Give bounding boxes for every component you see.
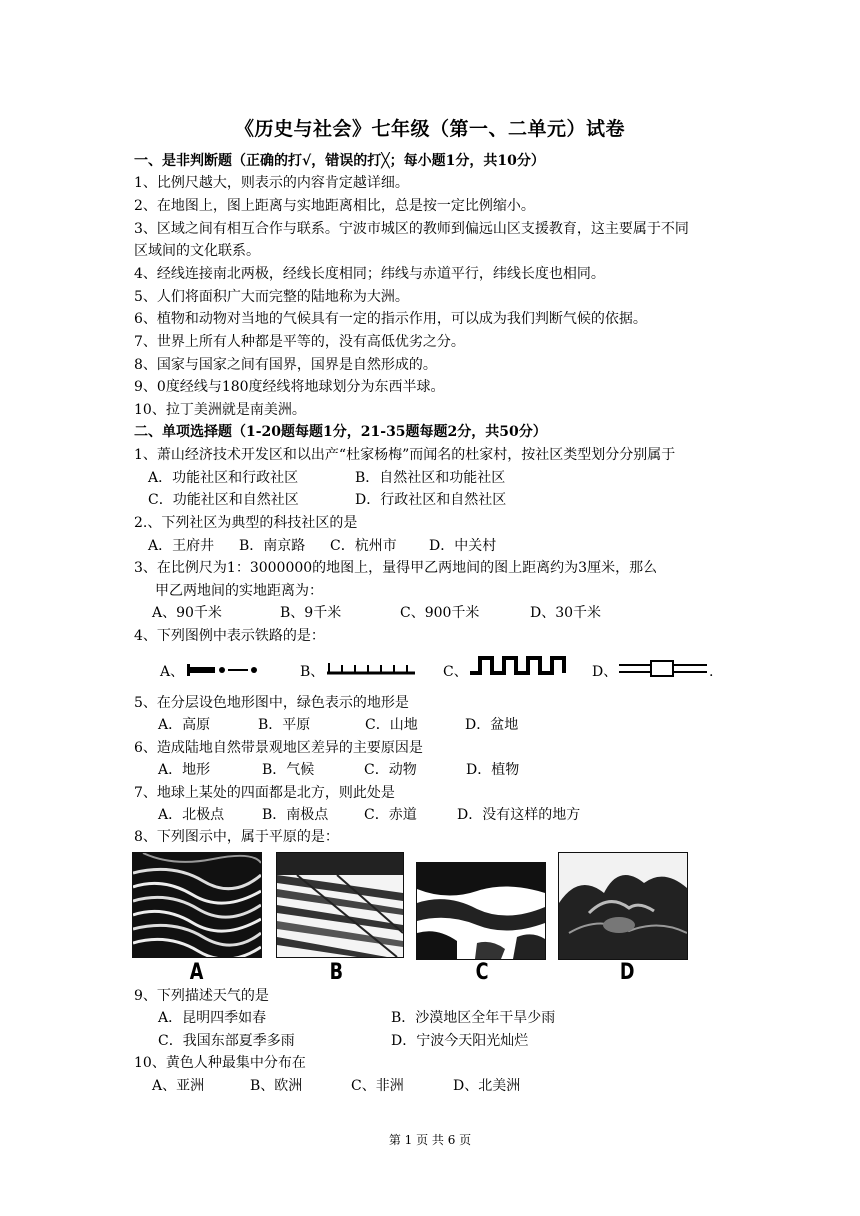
photo-label-c: C xyxy=(475,960,489,985)
question-stem-cont: 甲乙两地间的实地距离为： xyxy=(155,583,323,599)
legend-symbol-b-icon xyxy=(325,658,420,678)
option-d: D．植物 xyxy=(466,762,520,778)
option-b: B、 xyxy=(300,664,325,680)
option-b: B、9千米 xyxy=(280,605,342,621)
page-footer: 第 1 页 共 6 页 xyxy=(388,1133,472,1147)
option-c: C．杭州市 xyxy=(330,538,397,554)
legend-symbol-c-icon xyxy=(468,653,570,679)
option-c: C．功能社区和自然社区 xyxy=(148,492,299,508)
tf-item: 5、人们将面积广大而完整的陆地称为大洲。 xyxy=(134,289,409,305)
option-a: A．昆明四季如春 xyxy=(158,1010,267,1026)
question-stem: 6、造成陆地自然带景观地区差异的主要原因是 xyxy=(134,740,423,756)
option-d: D、北美洲 xyxy=(453,1078,521,1094)
photo-label-d: D xyxy=(619,960,635,985)
trailing-dot: . xyxy=(709,664,714,680)
option-b: B．气候 xyxy=(262,762,315,778)
legend-symbol-a-icon xyxy=(185,660,275,680)
tf-item: 2、在地图上，图上距离与实地距离相比，总是按一定比例缩小。 xyxy=(134,198,535,214)
section1-heading: 一、是非判断题（正确的打√，错误的打╳；每小题1分，共10分） xyxy=(134,153,545,169)
tf-item: 8、国家与国家之间有国界，国界是自然形成的。 xyxy=(134,357,437,373)
tf-item: 10、拉丁美洲就是南美洲。 xyxy=(134,402,306,418)
option-a: A．功能社区和行政社区 xyxy=(148,470,299,486)
tf-item: 6、植物和动物对当地的气候具有一定的指示作用，可以成为我们判断气候的依据。 xyxy=(134,311,647,327)
option-b: B、欧洲 xyxy=(250,1078,303,1094)
option-d: D、 xyxy=(592,664,618,680)
question-stem: 5、在分层设色地形图中，绿色表示的地形是 xyxy=(134,695,409,711)
question-stem: 7、地球上某处的四面都是北方，则此处是 xyxy=(134,785,395,801)
legend-symbol-d-icon xyxy=(617,658,714,680)
question-stem: 8、下列图示中，属于平原的是： xyxy=(134,829,339,845)
river-valley-photo xyxy=(416,862,546,960)
photo-label-b: B xyxy=(329,960,344,985)
option-d: D．宁波今天阳光灿烂 xyxy=(391,1033,529,1049)
option-c: C．山地 xyxy=(365,717,418,733)
option-d: D．行政社区和自然社区 xyxy=(355,492,507,508)
option-c: C．动物 xyxy=(364,762,417,778)
mountain-photo xyxy=(558,852,688,960)
question-stem: 1、萧山经济技术开发区和以出产“杜家杨梅”而闻名的杜家村，按社区类型划分分别属于 xyxy=(134,447,676,463)
question-stem: 4、下列图例中表示铁路的是： xyxy=(134,628,325,644)
question-stem: 9、下列描述天气的是 xyxy=(134,988,269,1004)
question-stem: 10、黄色人种最集中分布在 xyxy=(134,1055,306,1071)
terraced-fields-photo xyxy=(132,852,262,958)
option-d: D、30千米 xyxy=(530,605,602,621)
tf-item: 区域间的文化联系。 xyxy=(134,243,260,259)
option-a: A、 xyxy=(160,664,185,680)
plain-fields-photo xyxy=(276,852,404,958)
tf-item: 1、比例尺越大，则表示的内容肯定越详细。 xyxy=(134,175,409,191)
option-d: D．盆地 xyxy=(465,717,519,733)
option-a: A．地形 xyxy=(158,762,211,778)
option-d: D．中关村 xyxy=(429,538,497,554)
photo-label-a: A xyxy=(189,960,204,985)
option-c: C．我国东部夏季多雨 xyxy=(158,1033,295,1049)
option-b: B．沙漠地区全年干旱少雨 xyxy=(391,1010,556,1026)
option-a: A、90千米 xyxy=(152,605,222,621)
option-b: B．自然社区和功能社区 xyxy=(355,470,506,486)
tf-item: 9、0度经线与180度经线将地球划分为东西半球。 xyxy=(134,379,445,395)
option-d: D．没有这样的地方 xyxy=(457,807,581,823)
question-stem: 2.、下列社区为典型的科技社区的是 xyxy=(134,515,358,531)
option-b: B．平原 xyxy=(258,717,311,733)
option-b: B．南京路 xyxy=(239,538,306,554)
option-c: C．赤道 xyxy=(364,807,417,823)
question-stem: 3、在比例尺为1：3000000的地图上，量得甲乙两地间的图上距离约为3厘米，那么 xyxy=(134,560,658,576)
option-a: A．王府井 xyxy=(148,538,215,554)
option-a: A、亚洲 xyxy=(152,1078,205,1094)
option-c: C、非洲 xyxy=(351,1078,404,1094)
option-c: C、900千米 xyxy=(400,605,480,621)
option-c: C、 xyxy=(443,664,468,680)
tf-item: 3、区域之间有相互合作与联系。宁波市城区的教师到偏远山区支援教育，这主要属于不同 xyxy=(134,221,689,237)
tf-item: 7、世界上所有人种都是平等的，没有高低优劣之分。 xyxy=(134,334,465,350)
option-a: A．高原 xyxy=(158,717,211,733)
option-b: B．南极点 xyxy=(262,807,329,823)
tf-item: 4、经线连接南北两极，经线长度相同；纬线与赤道平行，纬线长度也相同。 xyxy=(134,266,605,282)
page-title: 《历史与社会》七年级（第一、二单元）试卷 xyxy=(234,118,625,140)
option-a: A．北极点 xyxy=(158,807,225,823)
section2-heading: 二、单项选择题（1-20题每题1分，21-35题每题2分，共50分） xyxy=(134,424,547,440)
